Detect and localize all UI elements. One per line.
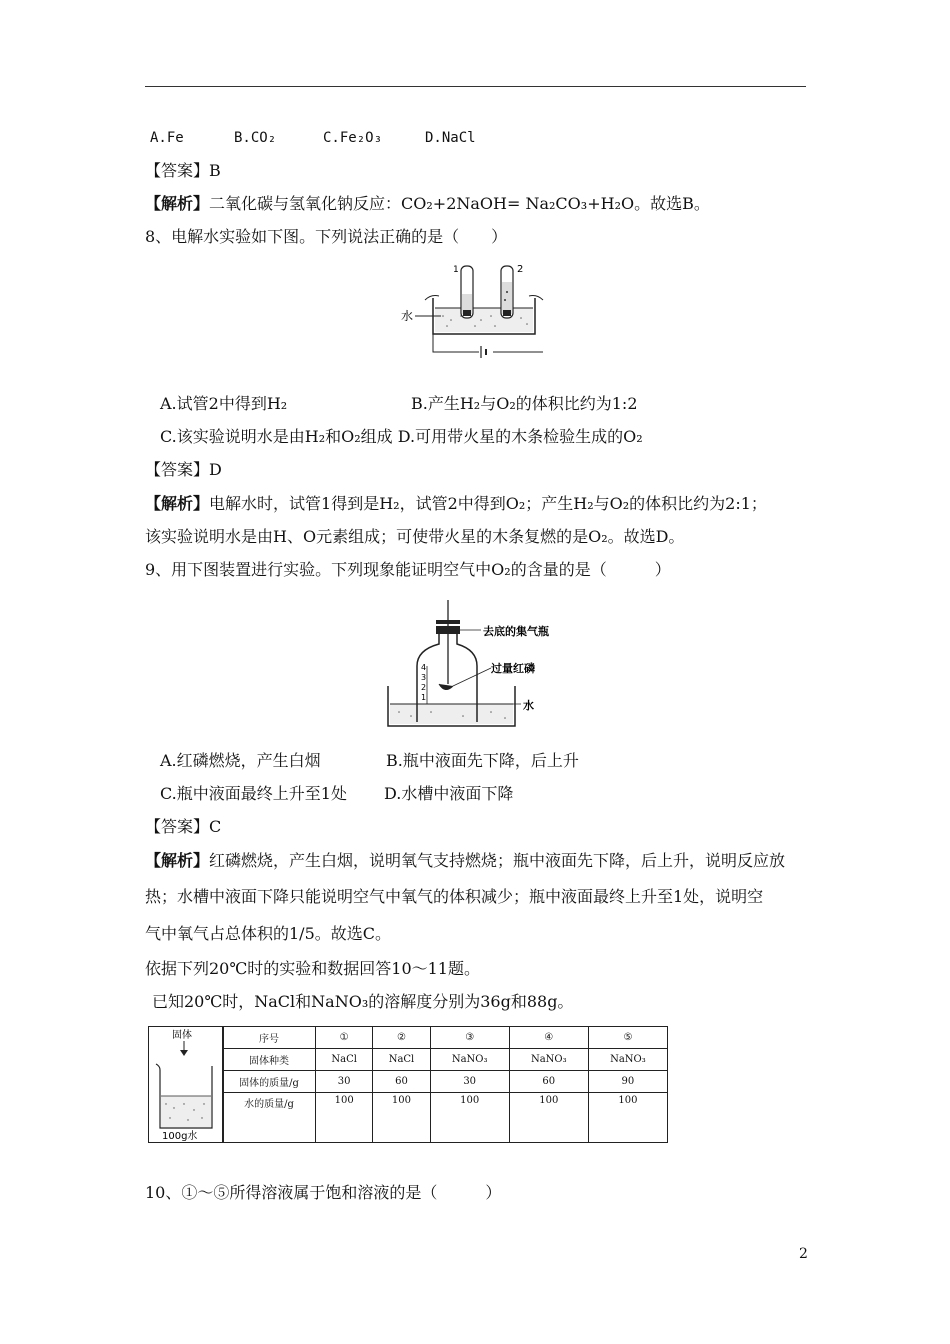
table-row — [223, 1071, 668, 1093]
tube-1-label: 1 — [453, 265, 459, 275]
q9-analysis-head: 【解析】 — [145, 851, 210, 870]
table-cell: 90 — [588, 1071, 667, 1093]
row-label-solid: 固体种类 — [223, 1049, 316, 1071]
q8-option-c: C.该实验说明水是由H₂和O₂组成 — [160, 427, 393, 446]
trough-rim-right — [529, 296, 543, 301]
q10-question: 10、①～⑤所得溶液属于饱和溶液的是（ ） — [145, 1183, 502, 1202]
table-row — [223, 1049, 668, 1071]
q8-question: 8、电解水实验如下图。下列说法正确的是（ ） — [145, 227, 508, 246]
q8-option-b: B.产生H₂与O₂的体积比约为1:2 — [411, 394, 638, 413]
header-rule — [145, 86, 806, 87]
water-label: 水 — [401, 309, 414, 323]
q9-option-c: C.瓶中液面最终上升至1处 — [160, 784, 347, 803]
q7-option-d: D.NaCl — [425, 130, 476, 146]
q7-analysis-head: 【解析】 — [145, 194, 210, 213]
trough-rim-left — [425, 296, 439, 301]
oxygen-content-figure — [383, 600, 563, 730]
q7-option-a: A.Fe — [150, 130, 184, 146]
table-cell: NaNO₃ — [430, 1049, 509, 1071]
q8-options-cd — [160, 427, 643, 447]
table-cell: 30 — [430, 1071, 509, 1093]
q8-analysis-line1 — [145, 494, 767, 514]
phosphorus-label: 过量红磷 — [491, 662, 535, 675]
table-cell: NaCl — [373, 1049, 430, 1071]
phosphorus-pointer — [453, 668, 491, 686]
table-cell: 100 — [588, 1093, 667, 1143]
solid-label: 固体 — [172, 1030, 192, 1041]
table-cell: NaNO₃ — [509, 1049, 588, 1071]
q9-option-b: B.瓶中液面先下降，后上升 — [386, 751, 579, 770]
intro-line1: 依据下列20℃时的实验和数据回答10～11题。 — [145, 959, 480, 978]
q9-analysis-line2: 热；水槽中液面下降只能说明空气中氧气的体积减少；瓶中液面最终上升至1处，说明空 — [145, 887, 764, 906]
scale-4: 4 — [421, 663, 427, 672]
beaker-water-label: 100g水 — [162, 1131, 198, 1142]
q7-option-c: C.Fe₂O₃ — [323, 130, 383, 146]
trough-water — [390, 704, 513, 724]
table-row — [223, 1093, 668, 1143]
table-cell: 100 — [430, 1093, 509, 1143]
q8-answer: 【答案】D — [145, 460, 222, 479]
q8-analysis-head: 【解析】 — [145, 494, 210, 513]
intro-line2: 已知20℃时，NaCl和NaNO₃的溶解度分别为36g和88g。 — [152, 992, 574, 1011]
water-label-9: 水 — [523, 699, 534, 712]
table-cell: ③ — [430, 1027, 509, 1049]
solid-arrowhead — [180, 1050, 188, 1056]
row-label-solid-mass: 固体的质量/g — [223, 1071, 316, 1093]
table-cell: ⑤ — [588, 1027, 667, 1049]
tube-2-liquid — [502, 282, 512, 314]
table-cell: NaNO₃ — [588, 1049, 667, 1071]
electrolysis-figure — [395, 258, 555, 358]
q9-option-a: A.红磷燃烧，产生白烟 — [160, 751, 321, 770]
q9-option-d: D.水槽中液面下降 — [384, 784, 514, 803]
q9-analysis-line3: 气中氧气占总体积的1/5。故选C。 — [145, 924, 391, 943]
scale-3: 3 — [421, 673, 427, 682]
table-cell: 100 — [509, 1093, 588, 1143]
table-cell: 30 — [316, 1071, 373, 1093]
q7-options — [150, 128, 476, 148]
table-cell: ④ — [509, 1027, 588, 1049]
q7-analysis — [145, 194, 710, 214]
table-cell: 60 — [509, 1071, 588, 1093]
combustion-spoon — [439, 684, 453, 690]
q8-analysis-text1: 电解水时，试管1得到是H₂，试管2中得到O₂；产生H₂与O₂的体积比约为2:1； — [209, 494, 767, 513]
bottle-label: 去底的集气瓶 — [483, 625, 549, 638]
q8-option-a: A.试管2中得到H₂ — [160, 394, 288, 413]
beaker-figure — [148, 1026, 224, 1143]
table-cell: ① — [316, 1027, 373, 1049]
table-cell: NaCl — [316, 1049, 373, 1071]
water-area — [435, 308, 533, 332]
row-label-number: 序号 — [223, 1027, 316, 1049]
q9-answer: 【答案】C — [145, 817, 222, 836]
electrode-1 — [463, 310, 471, 316]
tube-2-label: 2 — [517, 264, 524, 275]
q7-option-b: B.CO₂ — [234, 130, 277, 146]
table-cell: ② — [373, 1027, 430, 1049]
q7-answer: 【答案】B — [145, 161, 221, 180]
scale-2: 2 — [421, 683, 427, 692]
q7-analysis-text: 二氧化碳与氢氧化钠反应：CO₂+2NaOH= Na₂CO₃+H₂O。故选B。 — [209, 194, 710, 213]
table-cell: 60 — [373, 1071, 430, 1093]
row-label-water-mass: 水的质量/g — [223, 1093, 316, 1143]
q9-question: 9、用下图装置进行实验。下列现象能证明空气中O₂的含量的是（ ） — [145, 560, 671, 579]
q8-analysis-line2: 该实验说明水是由H、O元素组成；可使带火星的木条复燃的是O₂。故选D。 — [145, 527, 685, 546]
scale-1: 1 — [421, 693, 427, 702]
electrode-2 — [503, 310, 511, 316]
q9-analysis-line1 — [145, 851, 785, 871]
beaker-water — [161, 1096, 211, 1127]
q8-option-d: D.可用带火星的木条检验生成的O₂ — [397, 427, 643, 446]
table-cell: 100 — [373, 1093, 430, 1143]
page-number: 2 — [799, 1246, 808, 1262]
table-row — [223, 1027, 668, 1049]
q9-analysis-text1: 红磷燃烧，产生白烟，说明氧气支持燃烧；瓶中液面先下降，后上升，说明反应放 — [209, 851, 786, 870]
table-cell: 100 — [316, 1093, 373, 1143]
solubility-table — [222, 1026, 668, 1143]
